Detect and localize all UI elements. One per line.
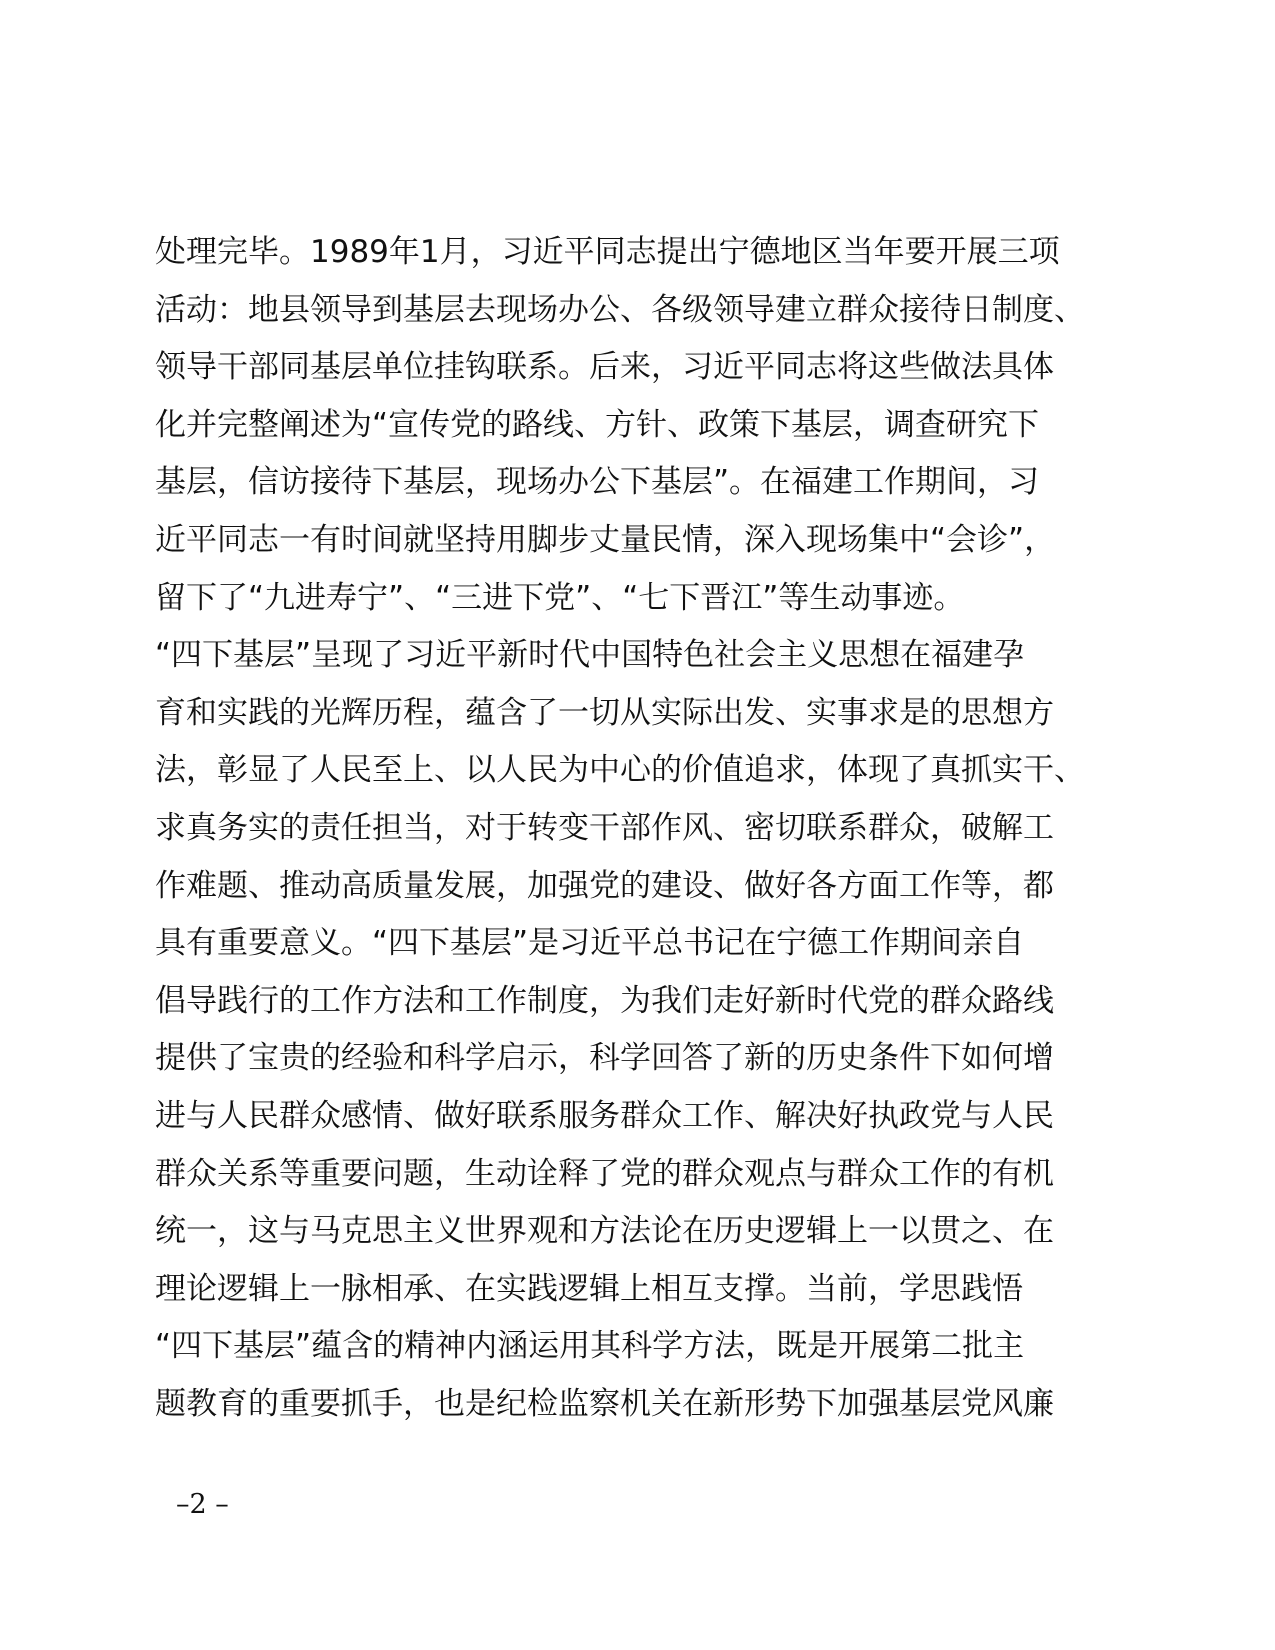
text-line: 处理完毕。1989年1月，习近平同志提出宁德地区当年要开展三项 — [155, 234, 1060, 270]
page-number: –2 – — [176, 1489, 229, 1520]
text-line: 近平同志一有时间就坚持用脚步丈量民情，深入现场集中“会诊”， — [155, 521, 1056, 558]
text-line: 活动：地县领导到基层去现场办公、各级领导建立群众接待日制度、 — [155, 291, 1085, 328]
text-line: 具有重要意义。“四下基层”是习近平总书记在宁德工作期间亲自 — [155, 925, 1025, 962]
text-line: 育和实践的光辉历程，蕴含了一切从实际出发、实事求是的思想方 — [155, 694, 1054, 731]
text-line: 基层，信访接待下基层，现场办公下基层”。在福建工作期间，习 — [155, 464, 1040, 501]
text-line: 进与人民群众感情、做好联系服务群众工作、解决好执政党与人民 — [155, 1097, 1054, 1134]
text-line: 领导干部同基层单位挂钩联系。后来，习近平同志将这些做法具体 — [155, 349, 1054, 386]
text-line: 倡导践行的工作方法和工作制度，为我们走好新时代党的群众路线 — [155, 982, 1054, 1019]
text-line: 统一，这与马克思主义世界观和方法论在历史逻辑上一以贯之、在 — [155, 1213, 1054, 1250]
text-line: 留下了“九进寿宁”、“三进下党”、“七下晋江”等生动事迹。 — [155, 579, 965, 616]
text-line: 题教育的重要抓手，也是纪检监察机关在新形势下加强基层党风廉 — [155, 1385, 1054, 1422]
text-line: 理论逻辑上一脉相承、在实践逻辑上相互支撑。当前，学思践悟 — [155, 1270, 1023, 1307]
text-line: 求真务实的责任担当，对于转变干部作风、密切联系群众，破解工 — [155, 809, 1054, 846]
text-line: “四下基层”呈现了习近平新时代中国特色社会主义思想在福建孕 — [155, 637, 1025, 674]
text-line: 法，彰显了人民至上、以人民为中心的价值追求，体现了真抓实干、 — [155, 752, 1085, 789]
text-line: “四下基层”蕴含的精神内涵运用其科学方法，既是开展第二批主 — [155, 1328, 1025, 1365]
text-line: 群众关系等重要问题，生动诠释了党的群众观点与群众工作的有机 — [155, 1155, 1054, 1192]
text-line: 化并完整阐述为“宣传党的路线、方针、政策下基层，调查研究下 — [155, 406, 1040, 443]
body-text — [155, 224, 1145, 1433]
text-line: 作难题、推动高质量发展，加强党的建设、做好各方面工作等，都 — [155, 867, 1054, 904]
text-line: 提供了宝贵的经验和科学启示，科学回答了新的历史条件下如何增 — [155, 1040, 1054, 1077]
